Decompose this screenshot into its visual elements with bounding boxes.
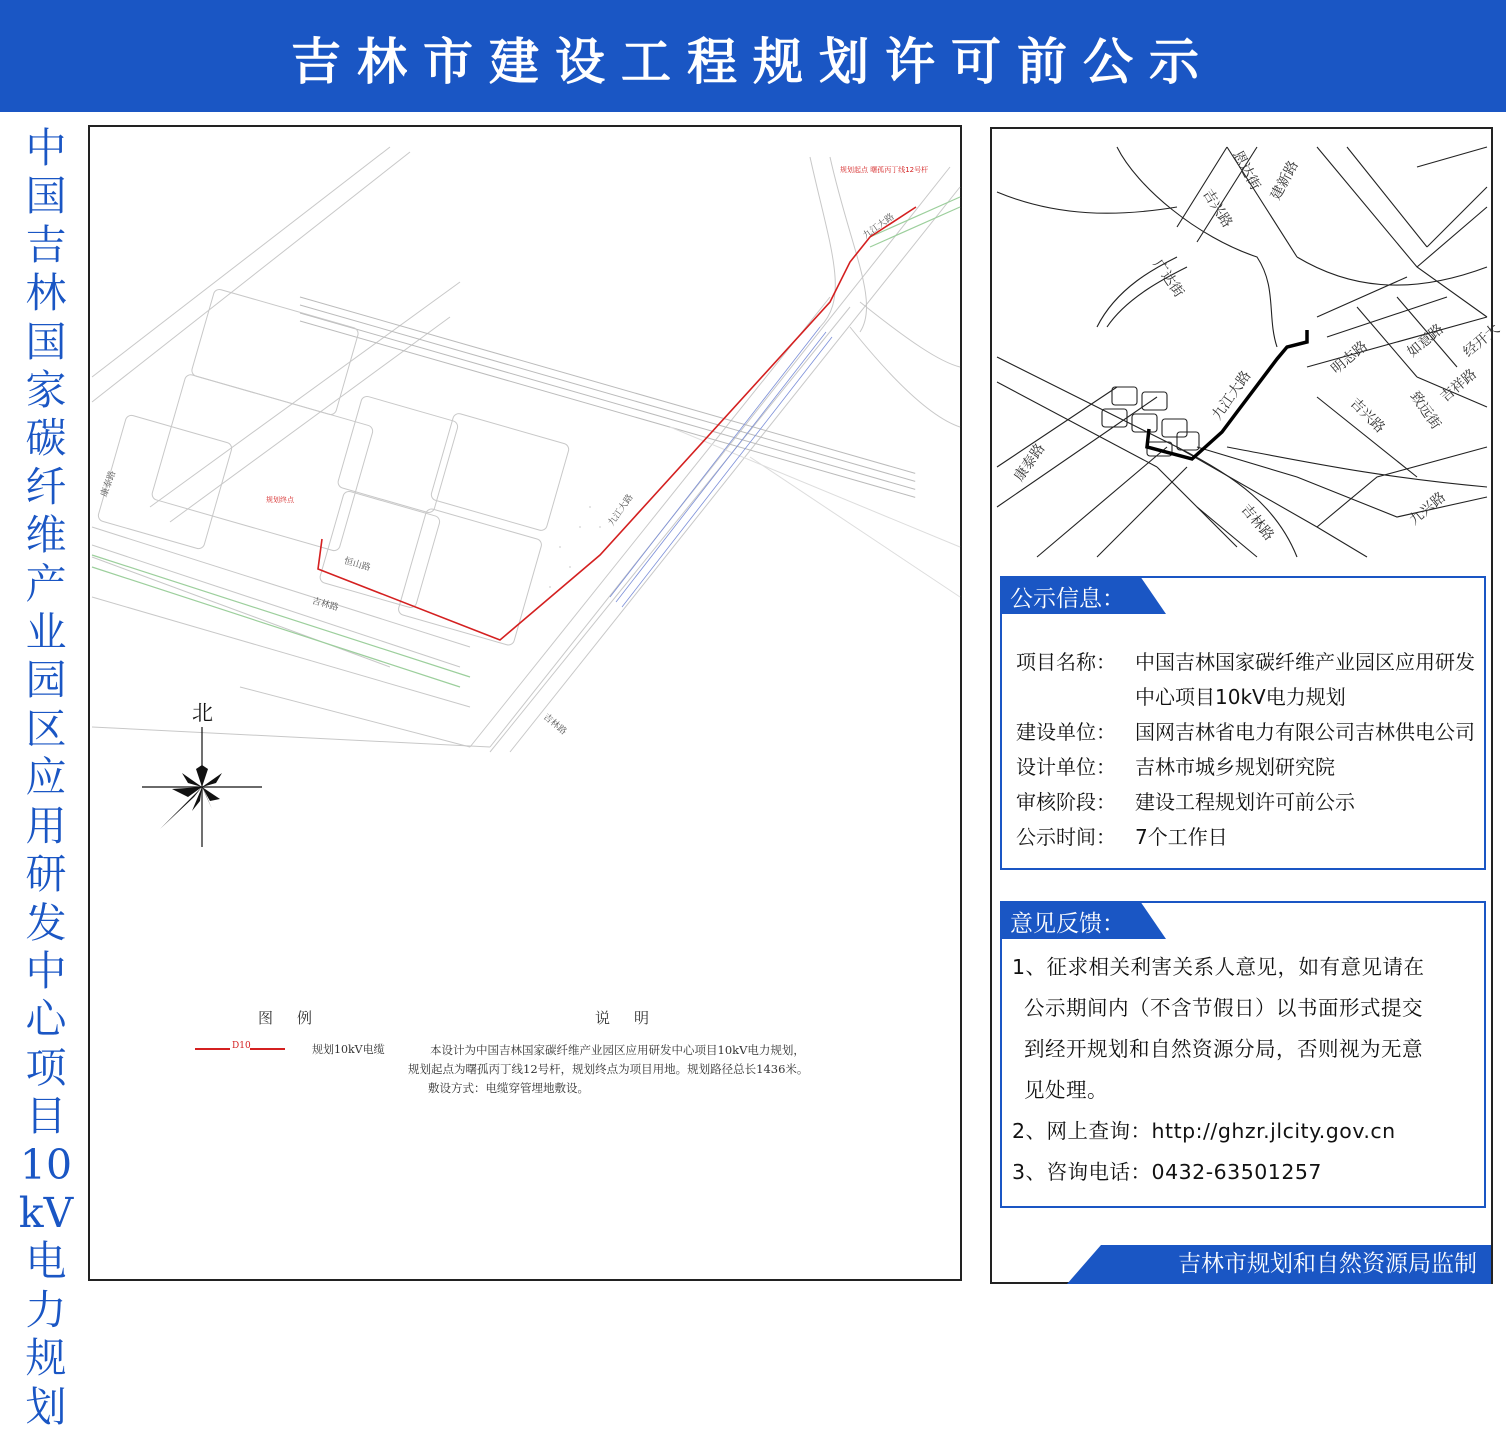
description-line: 本设计为中国吉林国家碳纤维产业园区应用研发中心项目10kV电力规划， bbox=[430, 1043, 805, 1057]
map-road-label: 吉林路 bbox=[1237, 501, 1277, 544]
road-label: 恒山路 bbox=[342, 556, 372, 574]
route-end-label: 规划终点 bbox=[266, 496, 294, 504]
feedback-line: 见处理。 bbox=[1024, 1078, 1108, 1102]
map-road-label: 吉兴路 bbox=[1199, 186, 1236, 231]
map-road-label: 吉祥路 bbox=[1437, 366, 1480, 406]
map-road-label: 明志路 bbox=[1328, 338, 1371, 378]
map-road-label: 吉兴路 bbox=[1346, 395, 1388, 437]
map-road-label: 经开大 bbox=[1460, 321, 1503, 361]
info-value: 中国吉林国家碳纤维产业园区应用研发中心项目10kV电力规划 bbox=[1135, 650, 1475, 709]
cad-plan-svg bbox=[90, 127, 964, 1283]
map-road-label: 建新路 bbox=[1267, 158, 1302, 203]
info-value: 吉林市城乡规划研究院 bbox=[1135, 755, 1335, 779]
info-row-stage bbox=[1016, 785, 1355, 820]
legend-line-label: 规划10kV电缆 bbox=[312, 1043, 385, 1056]
map-road-label: 九兴路 bbox=[1406, 489, 1449, 529]
info-value: 7个工作日 bbox=[1135, 825, 1228, 849]
feedback-panel-title: 意见反馈： bbox=[1010, 911, 1125, 937]
description-line: 规划起点为曙孤丙丁线12号杆，规划终点为项目用地。规划路径总长1436米。 bbox=[408, 1062, 809, 1076]
planning-drawing bbox=[88, 125, 962, 1281]
feedback-panel bbox=[1000, 901, 1486, 1208]
map-road-label: 九江大路 bbox=[1209, 368, 1255, 424]
road-label: 九江大路 bbox=[606, 492, 636, 528]
road-label: 康泰路 bbox=[99, 469, 119, 499]
info-label: 公示时间： bbox=[1016, 825, 1116, 849]
info-row-builder bbox=[1016, 715, 1475, 750]
map-road-label: 致远街 bbox=[1406, 388, 1444, 433]
header-banner bbox=[0, 0, 1506, 112]
info-label: 设计单位： bbox=[1016, 755, 1116, 779]
legend-heading: 图例 bbox=[258, 1009, 337, 1027]
info-value: 建设工程规划许可前公示 bbox=[1135, 790, 1355, 814]
description-heading: 说明 bbox=[595, 1009, 674, 1027]
info-label: 审核阶段： bbox=[1016, 790, 1116, 814]
info-panel-title: 公示信息： bbox=[1010, 586, 1125, 612]
map-road-label: 如意路 bbox=[1404, 321, 1447, 361]
footer-banner bbox=[1067, 1245, 1491, 1284]
description-line: 敷设方式：电缆穿管埋地敷设。 bbox=[428, 1081, 589, 1095]
info-row-period bbox=[1016, 820, 1228, 855]
info-label: 项目名称： bbox=[1016, 650, 1116, 674]
road-label: 九江大路 bbox=[861, 212, 897, 242]
road-label: 吉林路 bbox=[540, 712, 569, 738]
page-title: 吉林市建设工程规划许可前公示 bbox=[291, 33, 1215, 91]
map-road-label: 广达街 bbox=[1149, 256, 1187, 301]
footer-text: 吉林市规划和自然资源局监制 bbox=[1178, 1251, 1477, 1277]
road-label: 吉林路 bbox=[310, 596, 340, 614]
info-value: 国网吉林省电力有限公司吉林供电公司 bbox=[1135, 720, 1475, 744]
feedback-url-line[interactable]: 2、网上查询：http://ghzr.jlcity.gov.cn bbox=[1012, 1119, 1396, 1143]
feedback-line: 公示期间内（不含节假日）以书面形式提交 bbox=[1024, 996, 1423, 1020]
route-start-label: 规划起点 曙孤丙丁线12号杆 bbox=[840, 166, 929, 174]
feedback-phone-line: 3、咨询电话：0432-63501257 bbox=[1012, 1160, 1322, 1184]
feedback-line: 到经开规划和自然资源分局，否则视为无意 bbox=[1024, 1037, 1423, 1061]
legend-line-code: D10 bbox=[232, 1041, 251, 1051]
map-road-label: 恩达街 bbox=[1229, 148, 1264, 193]
map-road-label: 康泰路 bbox=[1011, 440, 1049, 485]
info-row-designer bbox=[1016, 750, 1335, 785]
vertical-project-title: 中国吉林国家碳纤维产业园区应用研发中心项目10kV电力规划 bbox=[18, 124, 74, 1431]
info-row-project-name bbox=[1016, 645, 1475, 709]
info-panel bbox=[1000, 576, 1486, 870]
feedback-line: 1、征求相关利害关系人意见，如有意见请在 bbox=[1012, 955, 1425, 979]
info-label: 建设单位： bbox=[1016, 720, 1116, 744]
north-arrow-icon bbox=[142, 727, 262, 847]
north-label: 北 bbox=[192, 701, 213, 725]
